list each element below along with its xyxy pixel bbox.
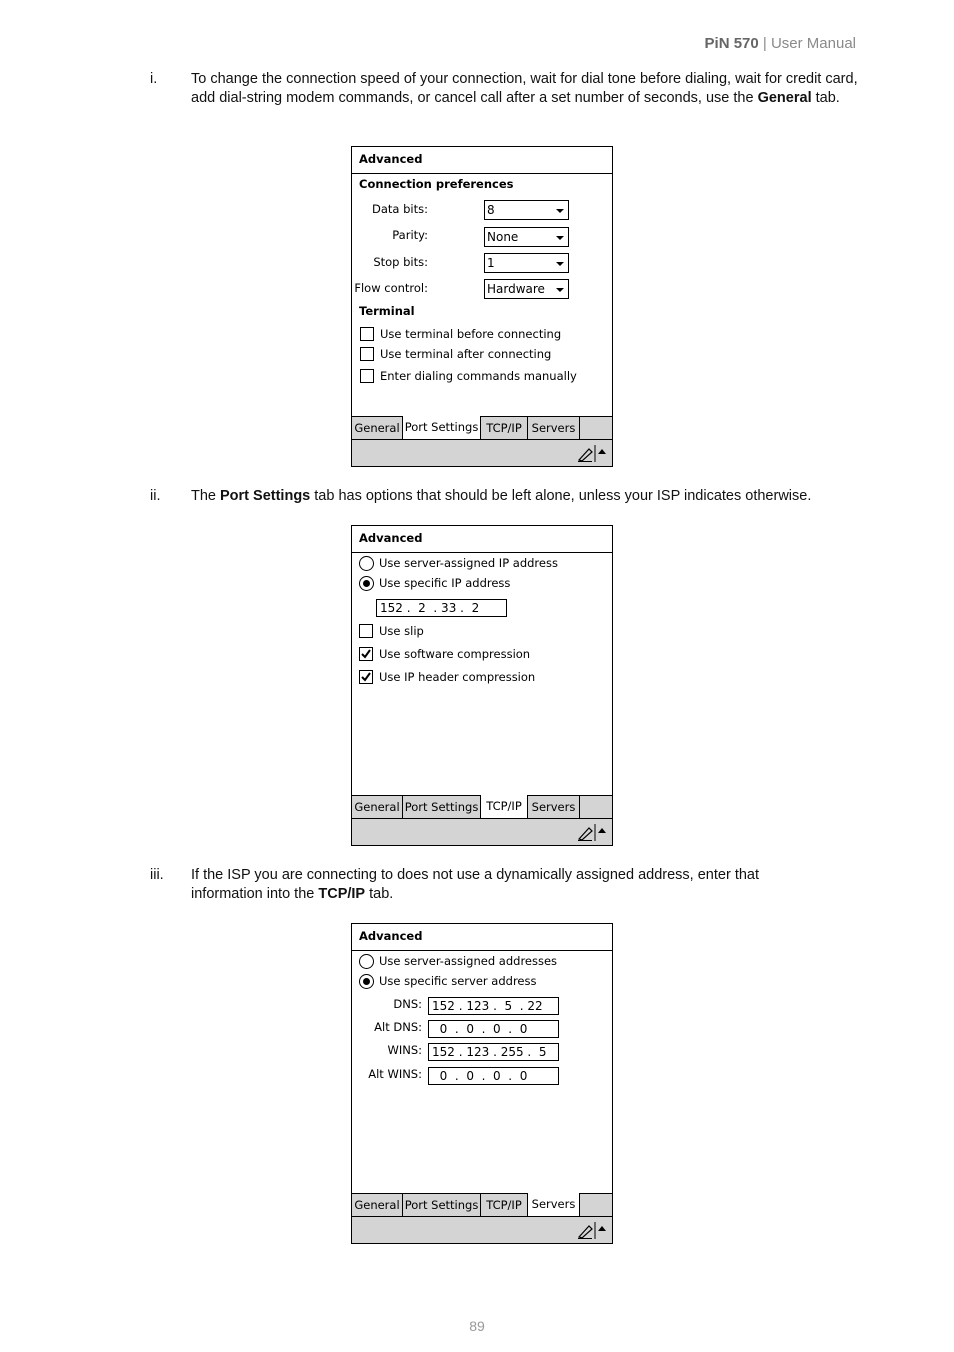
- checkbox-label: Use slip: [379, 624, 424, 638]
- tab-bar: [352, 416, 612, 440]
- ip-address-field[interactable]: 152 . 2 . 33 . 2: [376, 599, 507, 617]
- header-separator: |: [758, 35, 771, 52]
- step-text-post: tab.: [811, 90, 840, 106]
- tab-general[interactable]: General: [352, 1194, 403, 1216]
- screenshot-tcpip: [351, 525, 613, 846]
- dialog-content: [352, 174, 612, 416]
- select-value: 8: [487, 203, 495, 217]
- alt-wins-field[interactable]: 0 . 0 . 0 . 0: [428, 1067, 559, 1085]
- dns-field[interactable]: 152 . 123 . 5 . 22: [428, 997, 559, 1015]
- screenshot-servers: [351, 923, 613, 1244]
- data-bits-select[interactable]: [484, 200, 569, 220]
- dialog-title: Advanced: [352, 526, 612, 553]
- tab-servers[interactable]: Servers: [528, 1193, 580, 1216]
- checkbox-label: Use IP header compression: [379, 670, 536, 684]
- checkbox-label: Use software compression: [379, 647, 531, 661]
- field-label: Stop bits:: [373, 255, 428, 269]
- tab-general[interactable]: General: [352, 417, 403, 439]
- field-label: DNS:: [393, 997, 422, 1011]
- wins-field[interactable]: 152 . 123 . 255 . 5: [428, 1043, 559, 1061]
- step-text-post: tab.: [365, 886, 394, 902]
- step-number: iii.: [150, 867, 164, 883]
- specific-ip-radio[interactable]: [359, 576, 374, 591]
- tab-general[interactable]: General: [352, 796, 403, 818]
- tab-bar: [352, 795, 612, 819]
- step-text-post: tab has options that should be left alone, unless your ISP indicates otherwise.: [310, 488, 812, 504]
- command-bar: [352, 819, 612, 845]
- flow-control-select[interactable]: [484, 279, 569, 299]
- use-slip-checkbox[interactable]: [359, 624, 373, 638]
- dialog-content: [352, 951, 612, 1193]
- alt-dns-field[interactable]: 0 . 0 . 0 . 0: [428, 1020, 559, 1038]
- field-label: WINS:: [387, 1043, 422, 1057]
- tab-servers[interactable]: Servers: [528, 796, 580, 818]
- stop-bits-select[interactable]: [484, 253, 569, 273]
- page-number: 89: [469, 1318, 485, 1334]
- step-text-bold: TCP/IP: [318, 886, 366, 902]
- field-label: Alt WINS:: [368, 1067, 422, 1081]
- checkbox-label: Use terminal after connecting: [380, 347, 552, 361]
- tab-servers[interactable]: Servers: [528, 417, 580, 439]
- radio-label: Use specific IP address: [379, 576, 511, 590]
- tab-bar: [352, 1193, 612, 1217]
- tab-tcpip[interactable]: TCP/IP: [481, 795, 528, 818]
- checkmark-icon: [360, 671, 372, 683]
- tab-port-settings[interactable]: Port Settings: [403, 796, 481, 818]
- select-value: 1: [487, 256, 495, 270]
- use-terminal-before-checkbox[interactable]: [360, 327, 374, 341]
- header-section: User Manual: [770, 35, 856, 52]
- field-label: Flow control:: [354, 281, 428, 295]
- step-number: ii.: [150, 488, 161, 504]
- checkbox-label: Enter dialing commands manually: [380, 369, 577, 383]
- specific-server-address-radio[interactable]: [359, 974, 374, 989]
- page-header: [705, 35, 856, 52]
- radio-label: Use server-assigned addresses: [379, 954, 558, 968]
- section-heading: Terminal: [359, 304, 415, 318]
- step-text-pre: If the ISP you are connecting to does not use a dynamically assigned address, enter that information into the: [191, 867, 759, 902]
- dropdown-arrow-icon: [556, 262, 564, 266]
- command-bar: [352, 440, 612, 466]
- field-label: Alt DNS:: [374, 1020, 422, 1034]
- command-bar: [352, 1217, 612, 1243]
- parity-select[interactable]: [484, 227, 569, 247]
- step-text-bold: General: [757, 90, 812, 106]
- dialog-content: [352, 553, 612, 795]
- step-text-bold: Port Settings: [220, 488, 311, 504]
- dialog-title: Advanced: [352, 147, 612, 174]
- dialing-commands-checkbox[interactable]: [360, 369, 374, 383]
- radio-label: Use server-assigned IP address: [379, 556, 558, 570]
- radio-selected-dot: [363, 978, 370, 985]
- step-text-pre: To change the connection speed of your connection, wait for dial tone before dialing, wait for credit card, add dial-string modem commands, or cancel call after a set number of seconds, use the: [191, 71, 858, 106]
- dropdown-arrow-icon: [556, 236, 564, 240]
- dropdown-arrow-icon: [556, 288, 564, 292]
- software-compression-checkbox[interactable]: [359, 647, 373, 661]
- ip-header-compression-checkbox[interactable]: [359, 670, 373, 684]
- input-panel-icon[interactable]: [576, 443, 608, 463]
- field-label: Parity:: [392, 228, 428, 242]
- radio-selected-dot: [363, 580, 370, 587]
- header-brand: PiN 570: [704, 35, 759, 52]
- input-panel-icon[interactable]: [576, 1220, 608, 1240]
- dialog-title: Advanced: [352, 924, 612, 951]
- server-assigned-ip-radio[interactable]: [359, 556, 374, 571]
- server-assigned-addresses-radio[interactable]: [359, 954, 374, 969]
- radio-label: Use specific server address: [379, 974, 537, 988]
- field-label: Data bits:: [372, 202, 428, 216]
- tab-tcpip[interactable]: TCP/IP: [481, 1194, 528, 1216]
- tab-tcpip[interactable]: TCP/IP: [481, 417, 528, 439]
- step-text-pre: The: [191, 488, 221, 504]
- screenshot-port-settings: [351, 146, 613, 467]
- step-text: [191, 487, 861, 506]
- step-number: i.: [150, 71, 158, 87]
- tab-port-settings[interactable]: Port Settings: [403, 1194, 481, 1216]
- checkbox-label: Use terminal before connecting: [380, 327, 562, 341]
- select-value: None: [487, 230, 519, 244]
- use-terminal-after-checkbox[interactable]: [360, 347, 374, 361]
- select-value: Hardware: [487, 282, 545, 296]
- section-heading: Connection preferences: [359, 177, 514, 191]
- dropdown-arrow-icon: [556, 209, 564, 213]
- step-text: [191, 866, 811, 904]
- step-text: [191, 70, 861, 108]
- tab-port-settings[interactable]: Port Settings: [403, 416, 481, 439]
- checkmark-icon: [360, 648, 372, 660]
- input-panel-icon[interactable]: [576, 822, 608, 842]
